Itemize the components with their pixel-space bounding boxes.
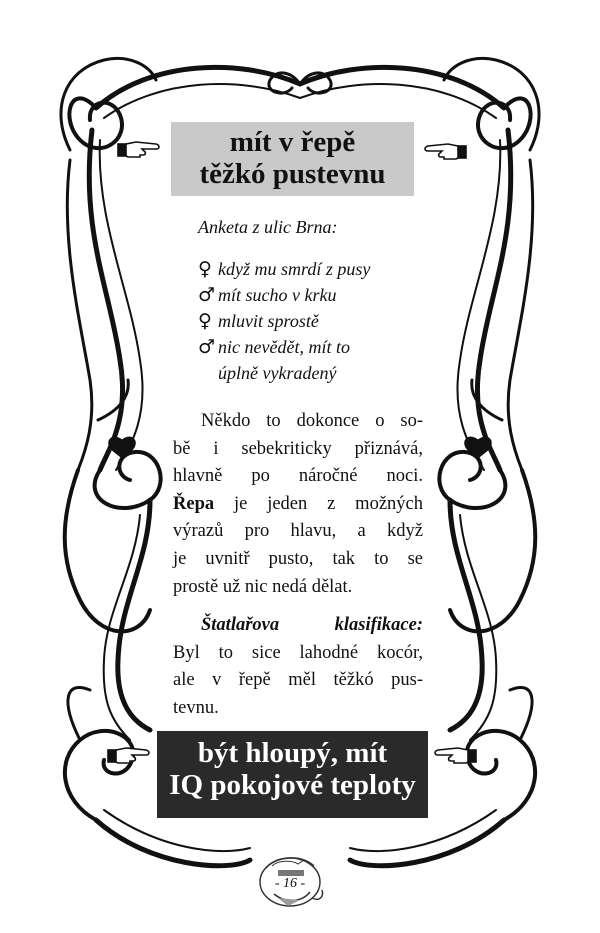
paragraph-2-line: Byl to sice lahodné kocór, xyxy=(173,642,423,663)
survey-answer-text: mluvit sprostě xyxy=(218,311,319,331)
paragraph-2-line: tevnu. xyxy=(173,697,219,718)
survey-answer xyxy=(198,282,428,308)
survey-answer-text: když mu smrdí z pusy xyxy=(218,259,371,279)
survey-answer-continuation: úplně vykradený xyxy=(218,363,337,383)
gender-female-icon: ♀ xyxy=(198,258,212,280)
classification-label: Štatlařova klasifikace: xyxy=(201,615,423,636)
pointing-hand-icon xyxy=(116,136,160,162)
pointing-hand-icon xyxy=(434,742,478,768)
phrase-title xyxy=(171,122,414,196)
survey-answer xyxy=(198,334,428,360)
survey-answer-text: mít sucho v krku xyxy=(218,285,337,305)
paragraph-1-line: výrazů pro hlavu, a když xyxy=(173,521,423,542)
page-number: - 16 - xyxy=(274,876,306,891)
survey-answer-text: nic nevědět, mít to xyxy=(218,337,350,357)
body-text xyxy=(173,408,423,723)
meaning-title-line-1: být hloupý, mít xyxy=(197,737,388,769)
gender-male-icon: ♂ xyxy=(198,284,216,306)
paragraph-1-line: Někdo to dokonce o so- xyxy=(201,411,423,431)
paragraph-2-line: ale v řepě měl těžkó pus- xyxy=(173,670,423,691)
paragraph-1-line: Řepa je jeden z možných xyxy=(173,493,423,514)
gender-female-icon: ♀ xyxy=(198,310,212,332)
bold-term: Řepa xyxy=(173,493,215,514)
survey-answer xyxy=(198,256,428,282)
meaning-title xyxy=(157,731,428,818)
meaning-title-line-2: IQ pokojové teploty xyxy=(169,769,416,802)
phrase-title-line-2: těžkó pustevnu xyxy=(199,158,386,191)
survey-answer xyxy=(198,308,428,334)
pointing-hand-icon xyxy=(424,138,468,164)
survey-heading: Anketa z ulic Brna: xyxy=(198,217,338,237)
paragraph-1-line: je uvnitř pusto, tak to se xyxy=(173,548,423,569)
paragraph-1-line: hlavně po náročné noci. xyxy=(173,466,423,487)
pointing-hand-icon xyxy=(106,742,150,768)
survey-block xyxy=(198,214,428,386)
gender-male-icon: ♂ xyxy=(198,336,216,358)
paragraph-1-line: prostě už nic nedá dělat. xyxy=(173,576,353,597)
phrase-title-line-1: mít v řepě xyxy=(229,126,356,158)
page-number-emblem xyxy=(252,846,328,912)
paragraph-1-line: bě i sebekriticky přiznává, xyxy=(173,438,423,459)
